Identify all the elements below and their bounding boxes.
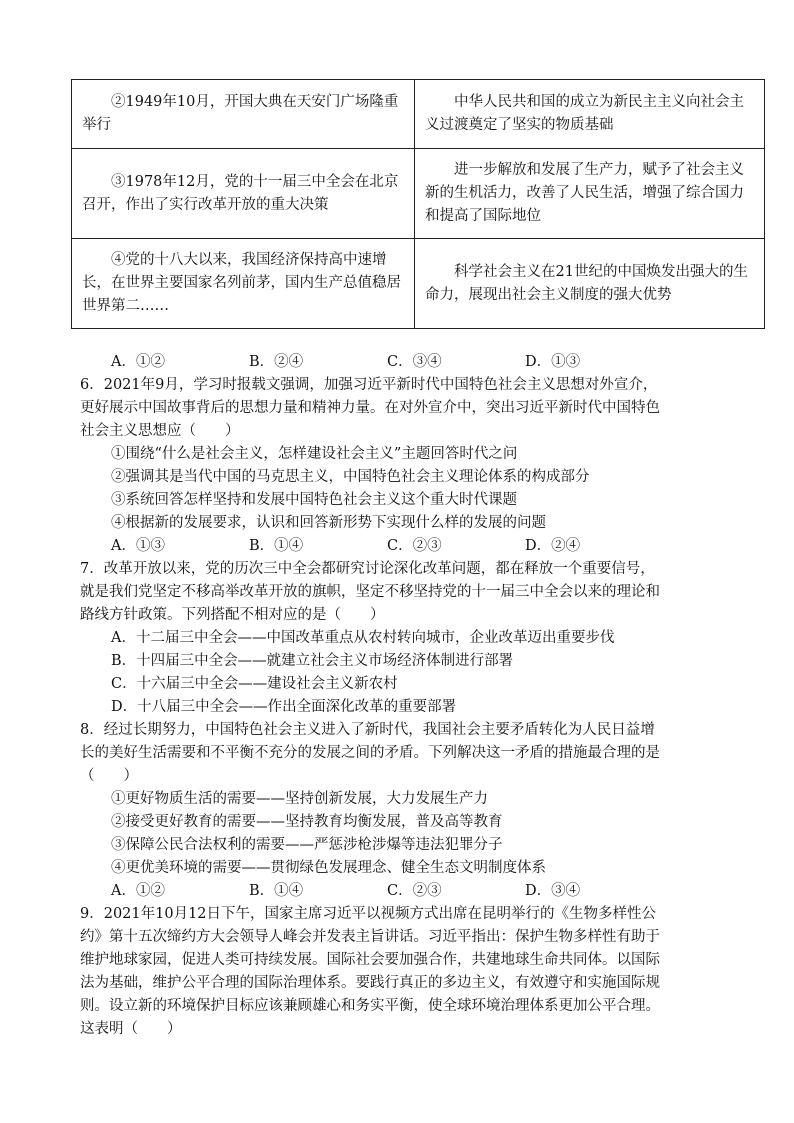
table-row [72,239,765,329]
q7-choice-b[interactable]: B．十四届三中全会——就建立社会主义市场经济体制进行部署 [111,653,514,669]
q8-options [111,880,663,902]
q7-choice-d[interactable]: D．十八届三中全会——作出全面深化改革的重要部署 [111,699,457,715]
option-d[interactable]: D．③④ [525,883,581,899]
option-c[interactable]: C．②③ [387,538,442,554]
event-meaning-table [71,79,765,329]
q8-stem-line: 长的美好生活需要和不平衡不充分的发展之间的矛盾。下列解决这一矛盾的措施最合理的是 [80,745,660,761]
option-a[interactable]: A．①② [111,354,165,370]
q7-choice-c[interactable]: C．十六届三中全会——建设社会主义新农村 [111,676,398,692]
option-c[interactable]: C．②③ [387,883,442,899]
q6-stem-line: 社会主义思想应（ ） [80,423,240,439]
q7-stem-line: 路线方针政策。下列搭配不相对应的是（ ） [80,607,385,623]
q8-item: ②接受更好教育的需要——坚持教育均衡发展，普及高等教育 [111,814,503,830]
option-d[interactable]: D．①③ [525,354,581,370]
q8-stem-line: 8．经过长期努力，中国特色社会主义进入了新时代，我国社会主要矛盾转化为人民日益增 [80,722,655,738]
table-row [72,80,765,149]
q9-stem-line: 则。设立新的环境保护目标应该兼顾雄心和务实平衡，使全球环境治理体系更加公平合理。 [80,998,660,1014]
q7-choice-a[interactable]: A．十二届三中全会——中国改革重点从农村转向城市，企业改革迈出重要步伐 [111,630,615,646]
q8-item: ③保障公民合法权利的需要——严惩涉枪涉爆等违法犯罪分子 [111,837,503,853]
q7-stem-line: 7．改革开放以来，党的历次三中全会都研究讨论深化改革问题，都在释放一个重要信号， [80,561,655,577]
q8-item: ①更好物质生活的需要——坚持创新发展，大力发展生产力 [111,791,488,807]
option-a[interactable]: A．①② [111,883,165,899]
q9-stem-line: 法为基础，维护公平合理的国际治理体系。要践行真正的多边主义，有效遵守和实施国际规 [80,975,660,991]
q9-stem-line: 9．2021年10月12日下午，国家主席习近平以视频方式出席在昆明举行的《生物多样性公 [80,906,657,922]
q9-stem-line: 约》第十五次缔约方大会领导人峰会并发表主旨讲话。习近平指出：保护生物多样性有助于 [80,929,660,945]
table-row [72,149,765,239]
q6-stem-line: 6．2021年9月，学习时报载文强调，加强习近平新时代中国特色社会主义思想对外宣介， [80,377,658,393]
q6-item: ③系统回答怎样坚持和发展中国特色社会主义这个重大时代课题 [111,492,517,508]
q9-stem-line: 这表明（ ） [80,1021,182,1037]
table-cell-meaning: 进一步解放和发展了生产力，赋予了社会主义新的生机活力，改善了人民生活，增强了综合国力和提高了国际地位 [415,149,765,239]
option-b[interactable]: B．①④ [249,883,304,899]
q9-stem-line: 维护地球家园，促进人类可持续发展。国际社会要加强合作，共建地球生命共同体。以国际 [80,952,660,968]
option-b[interactable]: B．②④ [249,354,304,370]
q6-item: ④根据新的发展要求，认识和回答新形势下实现什么样的发展的问题 [111,515,546,531]
q6-options [111,535,663,557]
q7-stem-line: 就是我们党坚定不移高举改革开放的旗帜，坚定不移坚持党的十一届三中全会以来的理论和 [80,584,660,600]
table-cell-event: ②1949年10月，开国大典在天安门广场隆重举行 [72,80,415,149]
option-d[interactable]: D．②④ [525,538,581,554]
table-cell-event: ④党的十八大以来，我国经济保持高中速增长，在世界主要国家名列前茅，国内生产总值稳居世界第二…… [72,239,415,329]
option-c[interactable]: C．③④ [387,354,442,370]
option-b[interactable]: B．①④ [249,538,304,554]
table-cell-meaning: 中华人民共和国的成立为新民主主义向社会主义过渡奠定了坚实的物质基础 [415,80,765,149]
option-a[interactable]: A．①③ [111,538,165,554]
q5-options [111,351,663,373]
q8-stem-line: （ ） [80,768,138,784]
q6-item: ②强调其是当代中国的马克思主义，中国特色社会主义理论体系的构成部分 [111,469,590,485]
table-cell-event: ③1978年12月，党的十一届三中全会在北京召开，作出了实行改革开放的重大决策 [72,149,415,239]
q6-item: ①围绕“什么是社会主义，怎样建设社会主义”主题回答时代之问 [111,446,518,462]
q8-item: ④更优美环境的需要——贯彻绿色发展理念、健全生态文明制度体系 [111,860,546,876]
table-cell-meaning: 科学社会主义在21世纪的中国焕发出强大的生命力，展现出社会主义制度的强大优势 [415,239,765,329]
q6-stem-line: 更好展示中国故事背后的思想力量和精神力量。在对外宣介中，突出习近平新时代中国特色 [80,400,660,416]
